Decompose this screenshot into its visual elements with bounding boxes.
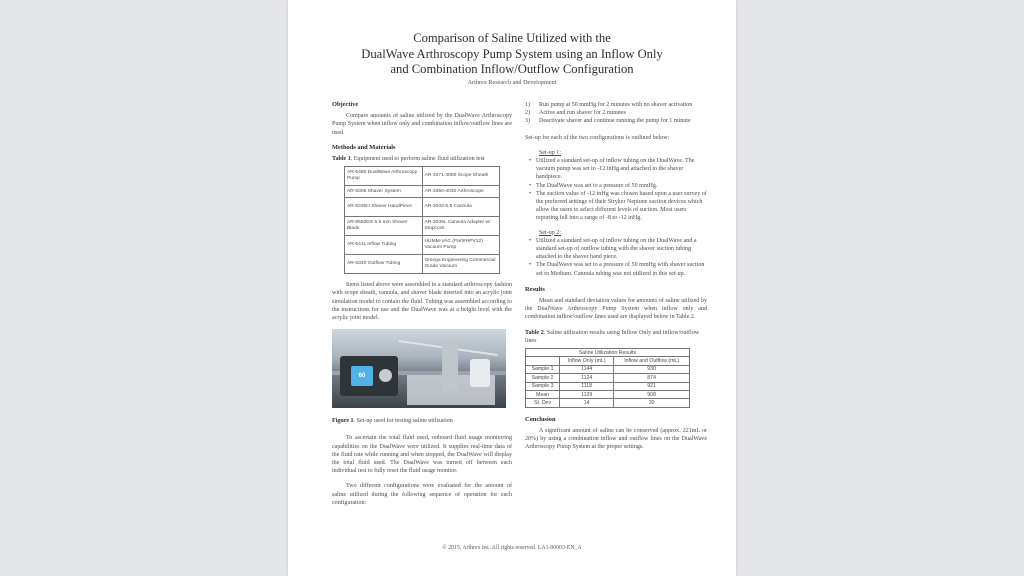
table-cell: AR-6340 Outflow Tubing	[345, 255, 423, 274]
table-row	[345, 167, 500, 186]
list-item: • Utilized a standard set-up of inflow tubing on the DualWave and a standard set-up of outflow tubing with the shaver suction tubing attached to the shaver hand piece.	[529, 237, 707, 262]
conclusion-text: A significant amount of saline can be conserved (approx. 221mL or 20%) by using a combination inflow and outflow lines on the DualWave Arthroscopy Pump System at the proper settings.	[525, 428, 707, 451]
setup-photo	[332, 329, 506, 408]
equipment-table	[344, 166, 500, 274]
title-line-2: DualWave Arthroscopy Pump System using an Inflow Only	[361, 46, 663, 61]
document-page	[288, 0, 736, 576]
figure1-caption	[332, 417, 512, 425]
photo-pump-screen: 60	[351, 366, 373, 386]
list-item: • The DualWave was set to a pressure of 50 mmHg with shaver suction set to Medium. Cannula tubing was not utilized in this set-up.	[529, 261, 707, 277]
step-text: Run pump at 50 mmHg for 2 minutes with no shaver activation	[539, 102, 693, 108]
methods-heading: Methods and Materials	[332, 143, 396, 151]
left-column	[332, 101, 512, 514]
list-item	[525, 117, 707, 125]
table-cell: Sample 3	[526, 382, 560, 390]
affiliation: Arthrex Research and Development	[467, 79, 557, 86]
table-row	[526, 382, 690, 390]
table-cell: 930	[614, 365, 690, 373]
copyright-footer: © 2015, Arthrex Inc. All rights reserved. LA1-00003-EN_A	[442, 545, 582, 551]
table-cell: 30	[614, 399, 690, 407]
table-cell: AR-3032-5.5 Cannula	[422, 198, 500, 217]
list-item: • The suction value of -12 inHg was chosen based upon a user survey of the preferred settings of their Stryker Neptune suction devices which allow the users to select different levels of suction. Most users reporting fell into a range of -8 to -12 inHg.	[529, 190, 707, 223]
table-cell: AR-3350-4030 Arthroscope	[422, 186, 500, 198]
title-line-3: and Combination Inflow/Outflow Configuration	[390, 62, 634, 76]
objective-heading: Objective	[332, 101, 359, 108]
table-row	[526, 365, 690, 373]
results-heading: Results	[525, 285, 545, 293]
table-cell: AR-3371-4000 Scope Sheath	[422, 167, 500, 186]
table-row	[345, 236, 500, 255]
table2-caption-label: Table 2	[525, 329, 544, 336]
table-header-row	[526, 357, 690, 365]
results-table	[525, 348, 690, 408]
table-cell: HUMM-VAC (Part#HPV12) Vacuum Pump	[422, 236, 500, 255]
title-line-1: Comparison of Saline Utilized with the	[413, 31, 611, 45]
setup1-title: Set-up 1:	[539, 149, 562, 156]
table2-caption-text: . Saline utilization results using Inflow Only and inflow/outflow lines	[525, 329, 700, 344]
setup1-list	[529, 157, 707, 223]
table1-caption	[332, 155, 512, 163]
step-text: Active and run shaver for 2 minutes	[539, 110, 626, 117]
table1-caption-label: Table 1	[332, 156, 351, 163]
setup2-list	[529, 237, 707, 278]
table-cell: AR-8330H Shaver HandPiece	[345, 198, 423, 217]
table-row	[345, 217, 500, 236]
step-number: 3)	[525, 118, 531, 125]
table-cell: 1118	[560, 382, 614, 390]
table-header: Inflow Only (mL)	[560, 357, 614, 365]
step-text: Deactivate shaver and continue running the pump for 1 minute	[539, 118, 691, 125]
table-cell: 1144	[560, 365, 614, 373]
table-cell: Sample 1	[526, 365, 560, 373]
table-title-row	[526, 349, 690, 357]
right-column	[525, 101, 707, 459]
photo-rig	[442, 343, 458, 391]
table-row	[526, 391, 690, 399]
table-cell: AR-3035L Cannula Adapter w/ Stopcock	[422, 217, 500, 236]
conclusion-heading: Conclusion	[525, 415, 556, 423]
list-item	[525, 109, 707, 117]
monitor-paragraph: To ascertain the total fluid used, onboard fluid usage monitoring capabilities on the DualWave were utilized. It supplies real-time data of the fluid rate while running and when stopped, the DualWave will display the total fluid used. The DualWave was turned off between each individual test to fully reset the fluid usage monitor.	[332, 435, 512, 475]
document-title	[288, 31, 736, 78]
sequence-list	[525, 101, 707, 126]
table-row	[526, 374, 690, 382]
table-cell: 1129	[560, 391, 614, 399]
results-text: Mean and standard deviation values for amounts of saline utilized by the DualWave Arthroscopy Pump System when inflow only and combination inflow/outflow lines used are displayed below in Table 2.	[525, 298, 707, 321]
setup2-title: Set-up 2:	[539, 229, 562, 236]
table-cell: Mean	[526, 391, 560, 399]
table-cell: Sample 2	[526, 374, 560, 382]
table-cell: Omega Engineering Commercial Grade Vacuum	[422, 255, 500, 274]
table2-caption	[525, 329, 707, 345]
figure1-caption-text: . Set-up used for testing saline utilization	[353, 418, 453, 425]
table-cell: 908	[614, 391, 690, 399]
table-cell: AR-8550DS 5.5 mm Shaver Blade	[345, 217, 423, 236]
step-number: 1)	[525, 102, 531, 108]
config-paragraph: Two different configurations were evaluated for the amount of saline utilized during the following sequence of operation for each configuration:	[332, 483, 512, 506]
photo-bottle	[470, 359, 490, 387]
list-item: • Utilized a standard set-up of inflow tubing on the DualWave. The vacuum pump was set to -12 inHg and attached to the shaver handpiece.	[529, 157, 707, 182]
table-row	[345, 198, 500, 217]
table-cell: AR-8305 Shaver System	[345, 186, 423, 198]
table-row	[345, 255, 500, 274]
table-cell: AR-6411 Inflow Tubing	[345, 236, 423, 255]
table1-caption-text: . Equipment used to perform saline fluid utilization test	[350, 156, 485, 163]
assembly-paragraph: Items listed above were assembled in a standard arthroscopy fashion with scope sheath, cannula, and shaver blade inserted into an acrylic joint simulation model to contain the fluid. Tubing was assembled according to the instructions for use and the DualWave was at a height level with the acrylic joint model.	[332, 282, 512, 322]
setup-intro: Set-up for each of the two configurations is outlined below:	[525, 134, 670, 141]
table-title: Saline Utilization Results	[526, 349, 690, 357]
table-cell: 14	[560, 399, 614, 407]
table-row	[526, 399, 690, 407]
table-cell: 874	[614, 374, 690, 382]
objective-text: Compare amounts of saline utilized by the DualWave Arthroscopy Pump System when inflow only and combination inflow/outflow lines are used.	[332, 113, 512, 136]
list-item: • The DualWave was set to a pressure of 50 mmHg.	[529, 182, 707, 190]
table-header: Inflow and Outflow (mL)	[614, 357, 690, 365]
table-cell: AR-6480 DualWave Arthroscopy Pump	[345, 167, 423, 186]
table-cell: 1124	[560, 374, 614, 382]
table-cell: St. Dev	[526, 399, 560, 407]
step-number: 2)	[525, 110, 531, 117]
table-row	[345, 186, 500, 198]
table-header	[526, 357, 560, 365]
table-cell: 921	[614, 382, 690, 390]
list-item	[525, 101, 707, 109]
figure1-caption-label: Figure 1	[332, 418, 354, 425]
